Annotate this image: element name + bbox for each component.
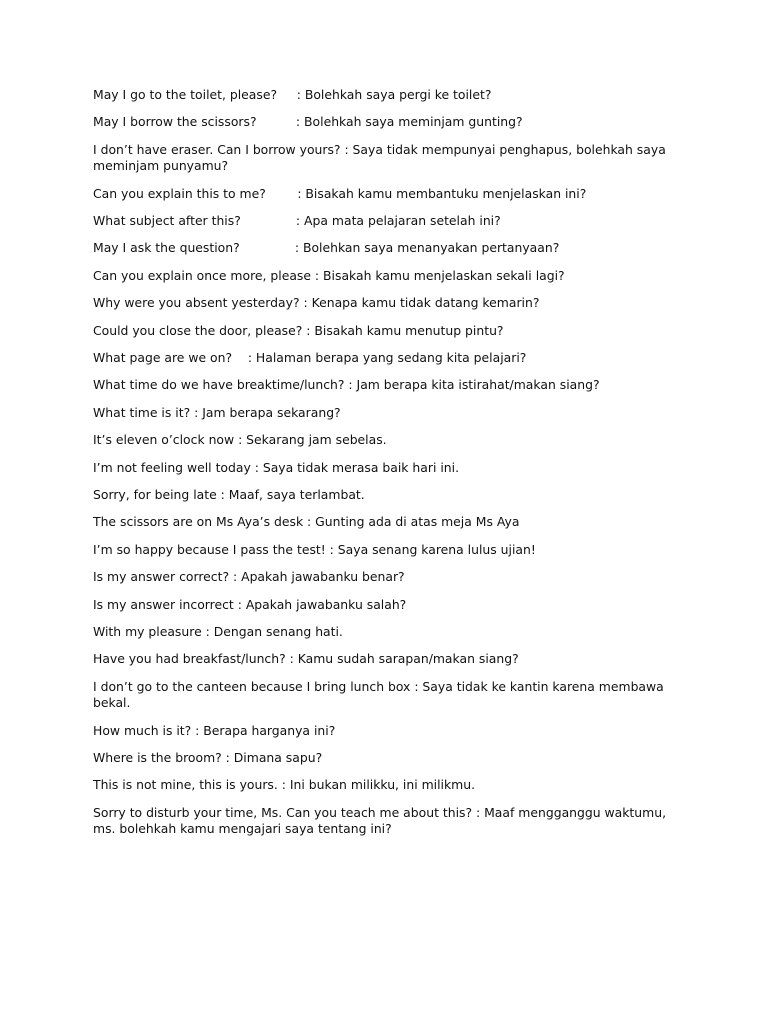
phrase-line: Can you explain this to me? : Bisakah kamu membantuku menjelaskan ini? [93, 185, 587, 201]
phrase-line: I’m not feeling well today : Saya tidak merasa baik hari ini. [93, 459, 460, 475]
phrase-line: Sorry, for being late : Maaf, saya terlambat. [93, 486, 365, 502]
phrase-line: Is my answer correct? : Apakah jawabanku benar? [93, 569, 405, 585]
phrase-line: Can you explain once more, please : Bisakah kamu menjelaskan sekali lagi? [93, 267, 565, 283]
phrase-line: What time is it? : Jam berapa sekarang? [93, 404, 341, 420]
phrase-line: May I ask the question? : Bolehkan saya menanyakan pertanyaan? [93, 240, 560, 256]
phrase-line: I’m so happy because I pass the test! : Saya senang karena lulus ujian! [93, 541, 536, 557]
phrase-line: Could you close the door, please? : Bisakah kamu menutup pintu? [93, 322, 504, 338]
phrase-line: I don’t go to the canteen because I bring lunch box : Saya tidak ke kantin karena membawa bekal. [93, 678, 668, 711]
phrase-line: Is my answer incorrect : Apakah jawabanku salah? [93, 596, 407, 612]
phrase-line: With my pleasure : Dengan senang hati. [93, 623, 343, 639]
document-body [93, 87, 683, 849]
phrase-line: I don’t have eraser. Can I borrow yours? : Saya tidak mempunyai penghapus, bolehkah saya meminjam punyamu? [93, 141, 670, 174]
phrase-line: This is not mine, this is yours. : Ini bukan milikku, ini milikmu. [93, 777, 476, 793]
phrase-line: May I borrow the scissors? : Bolehkah saya meminjam gunting? [93, 114, 523, 130]
phrase-line: How much is it? : Berapa harganya ini? [93, 722, 336, 738]
phrase-line: It’s eleven o’clock now : Sekarang jam sebelas. [93, 432, 387, 448]
phrase-line: What subject after this? : Apa mata pelajaran setelah ini? [93, 213, 501, 229]
phrase-line: Sorry to disturb your time, Ms. Can you teach me about this? : Maaf mengganggu waktumu, ms. bolehkah kamu mengajari saya tentang ini? [93, 804, 670, 837]
phrase-line: May I go to the toilet, please? : Bolehkah saya pergi ke toilet? [93, 87, 492, 102]
phrase-line: The scissors are on Ms Aya’s desk : Gunting ada di atas meja Ms Aya [93, 514, 520, 530]
phrase-line: Where is the broom? : Dimana sapu? [93, 749, 323, 765]
phrase-line: Why were you absent yesterday? : Kenapa kamu tidak datang kemarin? [93, 295, 540, 311]
phrase-line: What time do we have breaktime/lunch? : Jam berapa kita istirahat/makan siang? [93, 377, 600, 393]
phrase-line: What page are we on? : Halaman berapa yang sedang kita pelajari? [93, 350, 527, 366]
phrase-line: Have you had breakfast/lunch? : Kamu sudah sarapan/makan siang? [93, 651, 519, 667]
